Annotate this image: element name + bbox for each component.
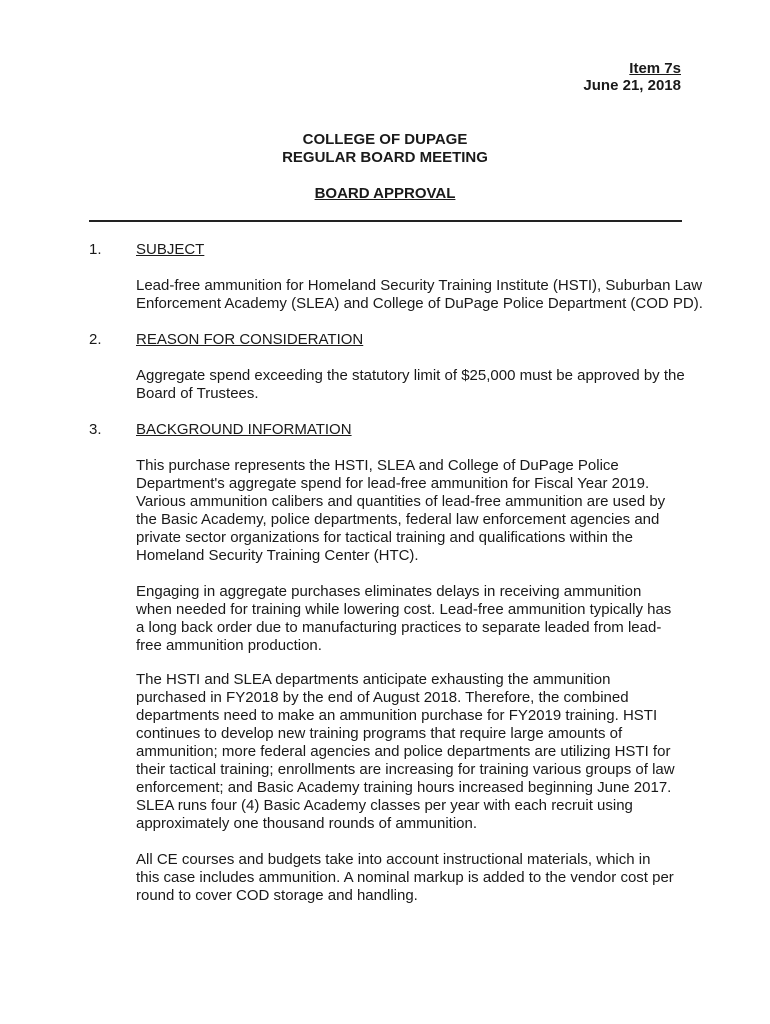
section-number: 2. bbox=[89, 331, 102, 348]
meeting-title: REGULAR BOARD MEETING bbox=[282, 149, 488, 166]
college-title: COLLEGE OF DUPAGE bbox=[302, 131, 468, 148]
text-line: round to cover COD storage and handling. bbox=[136, 887, 418, 904]
text-line: Aggregate spend exceeding the statutory limit of $25,000 must be approved by the bbox=[136, 367, 685, 384]
section-title-reason: REASON FOR CONSIDERATION bbox=[136, 331, 364, 348]
text-line: departments need to make an ammunition purchase for FY2019 training. HSTI bbox=[136, 707, 658, 724]
text-line: Homeland Security Training Center (HTC). bbox=[136, 547, 419, 564]
item-number: Item 7s bbox=[629, 60, 681, 77]
section-number: 1. bbox=[89, 241, 102, 258]
background-paragraph-3 bbox=[136, 671, 684, 833]
item-header bbox=[583, 60, 681, 94]
text-line: this case includes ammunition. A nominal markup is added to the vendor cost per bbox=[136, 869, 674, 886]
reason-paragraph bbox=[136, 367, 684, 403]
text-line: All CE courses and budgets take into account instructional materials, which in bbox=[136, 851, 651, 868]
background-paragraph-4 bbox=[136, 851, 684, 905]
header-divider bbox=[89, 220, 682, 222]
text-line: when needed for training while lowering cost. Lead-free ammunition typically has bbox=[136, 601, 672, 618]
background-paragraph-2 bbox=[136, 583, 684, 655]
text-line: private sector organizations for tactical training and qualifications within the bbox=[136, 529, 633, 546]
text-line: SLEA runs four (4) Basic Academy classes per year with each recruit using bbox=[136, 797, 633, 814]
text-line: ammunition; more federal agencies and police departments are utilizing HSTI for bbox=[136, 743, 671, 760]
text-line: continues to develop new training programs that require large amounts of bbox=[136, 725, 623, 742]
text-line: purchased in FY2018 by the end of August 2018. Therefore, the combined bbox=[136, 689, 629, 706]
text-line: Engaging in aggregate purchases eliminates delays in receiving ammunition bbox=[136, 583, 642, 600]
text-line: Board of Trustees. bbox=[136, 385, 259, 402]
text-line: free ammunition production. bbox=[136, 637, 322, 654]
section-title-background: BACKGROUND INFORMATION bbox=[136, 421, 352, 438]
text-line: Department's aggregate spend for lead-free ammunition for Fiscal Year 2019. bbox=[136, 475, 650, 492]
subject-paragraph bbox=[136, 277, 703, 313]
text-line: Lead-free ammunition for Homeland Security Training Institute (HSTI), Suburban Law bbox=[136, 277, 703, 294]
text-line: their tactical training; enrollments are increasing for training various groups of law bbox=[136, 761, 675, 778]
text-line: This purchase represents the HSTI, SLEA and College of DuPage Police bbox=[136, 457, 619, 474]
meeting-date: June 21, 2018 bbox=[583, 77, 681, 94]
section-number: 3. bbox=[89, 421, 102, 438]
text-line: the Basic Academy, police departments, federal law enforcement agencies and bbox=[136, 511, 660, 528]
text-line: The HSTI and SLEA departments anticipate exhausting the ammunition bbox=[136, 671, 611, 688]
text-line: approximately one thousand rounds of ammunition. bbox=[136, 815, 478, 832]
approval-heading: BOARD APPROVAL bbox=[314, 185, 456, 202]
section-title-subject: SUBJECT bbox=[136, 241, 205, 258]
text-line: enforcement; and Basic Academy training hours increased beginning June 2017. bbox=[136, 779, 672, 796]
text-line: Enforcement Academy (SLEA) and College of DuPage Police Department (COD PD). bbox=[136, 295, 703, 312]
text-line: Various ammunition calibers and quantities of lead-free ammunition are used by bbox=[136, 493, 666, 510]
text-line: a long back order due to manufacturing practices to separate leaded from lead- bbox=[136, 619, 662, 636]
background-paragraph-1 bbox=[136, 457, 684, 565]
